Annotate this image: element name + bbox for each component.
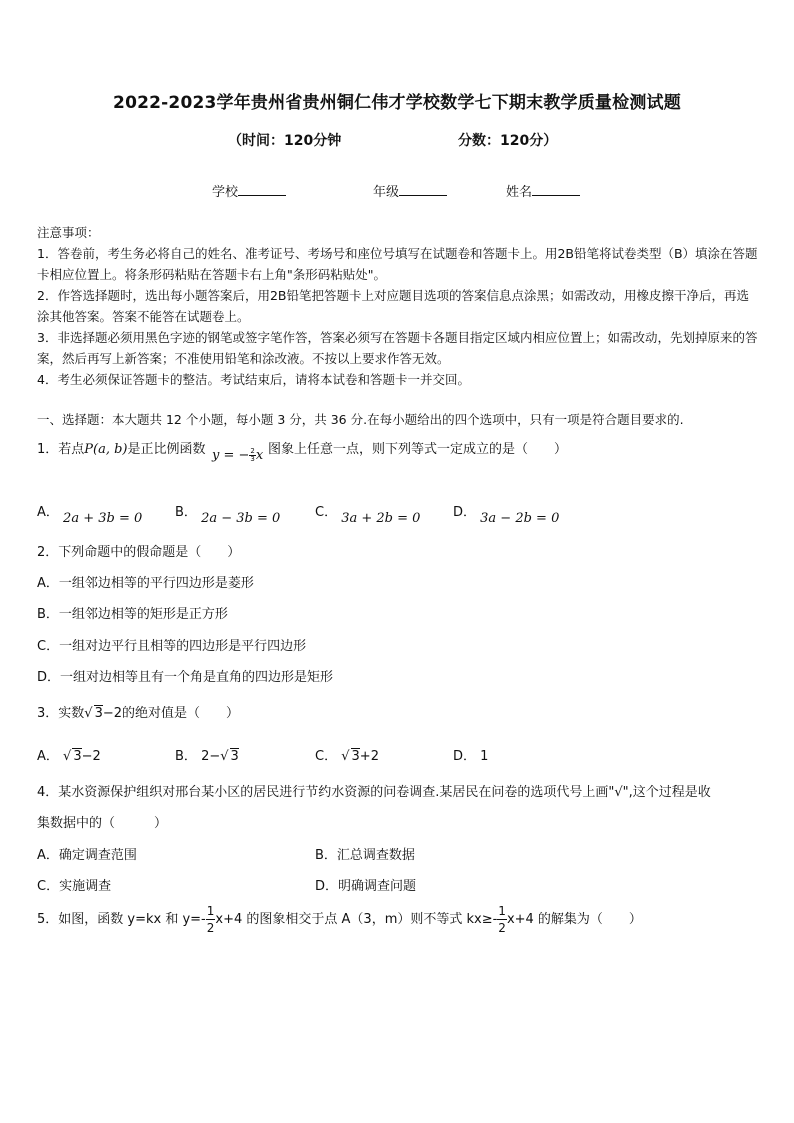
notice-heading: 注意事项： [37, 225, 100, 240]
exam-time: （时间：120分钟 [228, 133, 342, 149]
q5-frac-den: 2 [206, 921, 215, 935]
option-expr: 2a − 3b = 0 [201, 511, 281, 526]
q1-prefix: 1．若点 [37, 442, 85, 457]
option-label: B． [175, 505, 197, 520]
question-4-stem-line1: 4．某水资源保护组织对邢台某小区的居民进行节约水资源的问卷调查.某居民在问卷的选项代号上画"√",这个过程是收 [37, 785, 711, 800]
q1-func-x: x [255, 448, 264, 463]
notice-item-4: 4．考生必须保证答题卡的整洁。考试结束后，请将本试卷和答题卡一并交回。 [37, 372, 470, 387]
school-label: 学校 [212, 185, 239, 200]
q3-option-a [37, 745, 101, 764]
option-expr: 3a + 2b = 0 [341, 511, 421, 526]
sqrt-sign: √ [63, 749, 72, 764]
question-5-stem [37, 902, 642, 938]
option-radicand: 3 [351, 749, 360, 764]
q4-option-b: B．汇总调查数据 [315, 848, 415, 863]
q1-function [212, 448, 263, 463]
q3-option-d [453, 745, 488, 764]
notice-item-3: 3．非选择题必须用黑色字迹的钢笔或签字笔作答，答案必须写在答题卡各题目指定区域内相应位置上；如需改动，先划掉原来的答案，然后再写上新答案；不准使用铅笔和涂改液。不按以上要求作答无效。 [37, 330, 758, 366]
q3-suffix: 的绝对值是（ ） [122, 706, 240, 721]
name-field [506, 181, 580, 200]
q2-option-b: B．一组邻边相等的矩形是正方形 [37, 607, 228, 622]
option-label: C． [315, 749, 338, 764]
page-title: 2022-2023学年贵州省贵州铜仁伟才学校数学七下期末教学质量检测试题 [113, 93, 681, 113]
name-blank [532, 183, 580, 196]
q3-option-c [315, 745, 379, 764]
notice-item-2: 2．作答选择题时，选出每小题答案后，用2B铅笔把答题卡上对应题目选项的答案信息点涂黑；如需改动，用橡皮擦干净后，再选涂其他答案。答案不能答在试题卷上。 [37, 288, 749, 324]
q1-option-c [315, 501, 421, 526]
question-1-stem [37, 438, 206, 457]
q3-after: −2 [102, 706, 123, 721]
q5-part3: x+4 的解集为（ ） [506, 912, 642, 927]
section-heading: 一、选择题：本大题共 12 个小题，每小题 3 分，共 36 分.在每小题给出的四个选项中，只有一项是符合题目要求的. [37, 412, 684, 427]
option-post: −2 [81, 749, 101, 764]
q2-option-a: A．一组邻边相等的平行四边形是菱形 [37, 576, 254, 591]
q3-option-b [175, 745, 239, 764]
q1-suffix: 图象上任意一点，则下列等式一定成立的是（ ） [268, 442, 568, 457]
option-label: B． [175, 749, 197, 764]
option-post: +2 [359, 749, 379, 764]
q5-frac-num: 1 [498, 904, 506, 918]
q1-option-d [453, 501, 560, 526]
q2-option-c: C．一组对边平行且相等的四边形是平行四边形 [37, 639, 307, 654]
q3-radicand: 3 [94, 706, 103, 721]
q1-func-lhs: y = − [212, 448, 250, 463]
q1-option-a [37, 501, 143, 526]
school-blank [238, 183, 286, 196]
q5-part2: x+4 的图象相交于点 A（3，m）则不等式 kx≥- [215, 912, 498, 927]
q1-mid: 是正比例函数 [127, 442, 206, 457]
q5-frac-num: 1 [206, 904, 215, 918]
grade-blank [399, 183, 447, 196]
school-field [212, 181, 286, 200]
option-radicand: 3 [73, 749, 82, 764]
name-label: 姓名 [506, 185, 533, 200]
option-label: D． [453, 505, 477, 520]
option-label: A． [37, 749, 59, 764]
q5-frac-1 [206, 903, 216, 936]
q4-option-c: C．实施调查 [37, 879, 112, 894]
q5-frac-den: 2 [498, 921, 506, 935]
exam-score: 分数：120分） [458, 133, 558, 149]
option-label: A． [37, 505, 59, 520]
sqrt-sign: √ [220, 749, 229, 764]
notice-item-1: 1．答卷前，考生务必将自己的姓名、准考证号、考场号和座位号填写在试题卷和答题卡上。用2B铅笔将试卷类型（B）填涂在答题卡相应位置上。将条形码粘贴在答题卡右上角"条形码粘贴处"。 [37, 246, 758, 282]
option-expr: 3a − 2b = 0 [480, 511, 560, 526]
q5-frac-2 [497, 903, 507, 936]
q5-part1: 5．如图，函数 y=kx 和 y=- [37, 912, 206, 927]
option-expr: 2a + 3b = 0 [63, 511, 143, 526]
grade-label: 年级 [373, 185, 400, 200]
q1-point: P(a, b) [84, 442, 128, 457]
q2-option-d: D．一组对边相等且有一个角是直角的四边形是矩形 [37, 670, 334, 685]
option-label: D． [453, 749, 477, 764]
option-pre: 2− [201, 749, 221, 764]
q4-option-d: D．明确调查问题 [315, 879, 417, 894]
option-radicand: 3 [230, 749, 239, 764]
q1-func-den: 3 [250, 455, 255, 463]
question-4-stem-line2: 集数据中的（ ） [37, 816, 168, 831]
grade-field [373, 181, 447, 200]
option-pre: 1 [480, 749, 489, 764]
q4-option-a: A．确定调查范围 [37, 848, 137, 863]
q3-prefix: 3．实数 [37, 706, 85, 721]
question-2-stem: 2．下列命题中的假命题是（ ） [37, 545, 241, 560]
question-3-stem [37, 702, 239, 721]
sqrt-sign: √ [84, 706, 93, 721]
q1-option-b [175, 501, 281, 526]
q1-func-num: 2 [250, 447, 255, 455]
option-label: C． [315, 505, 338, 520]
sqrt-sign: √ [341, 749, 350, 764]
